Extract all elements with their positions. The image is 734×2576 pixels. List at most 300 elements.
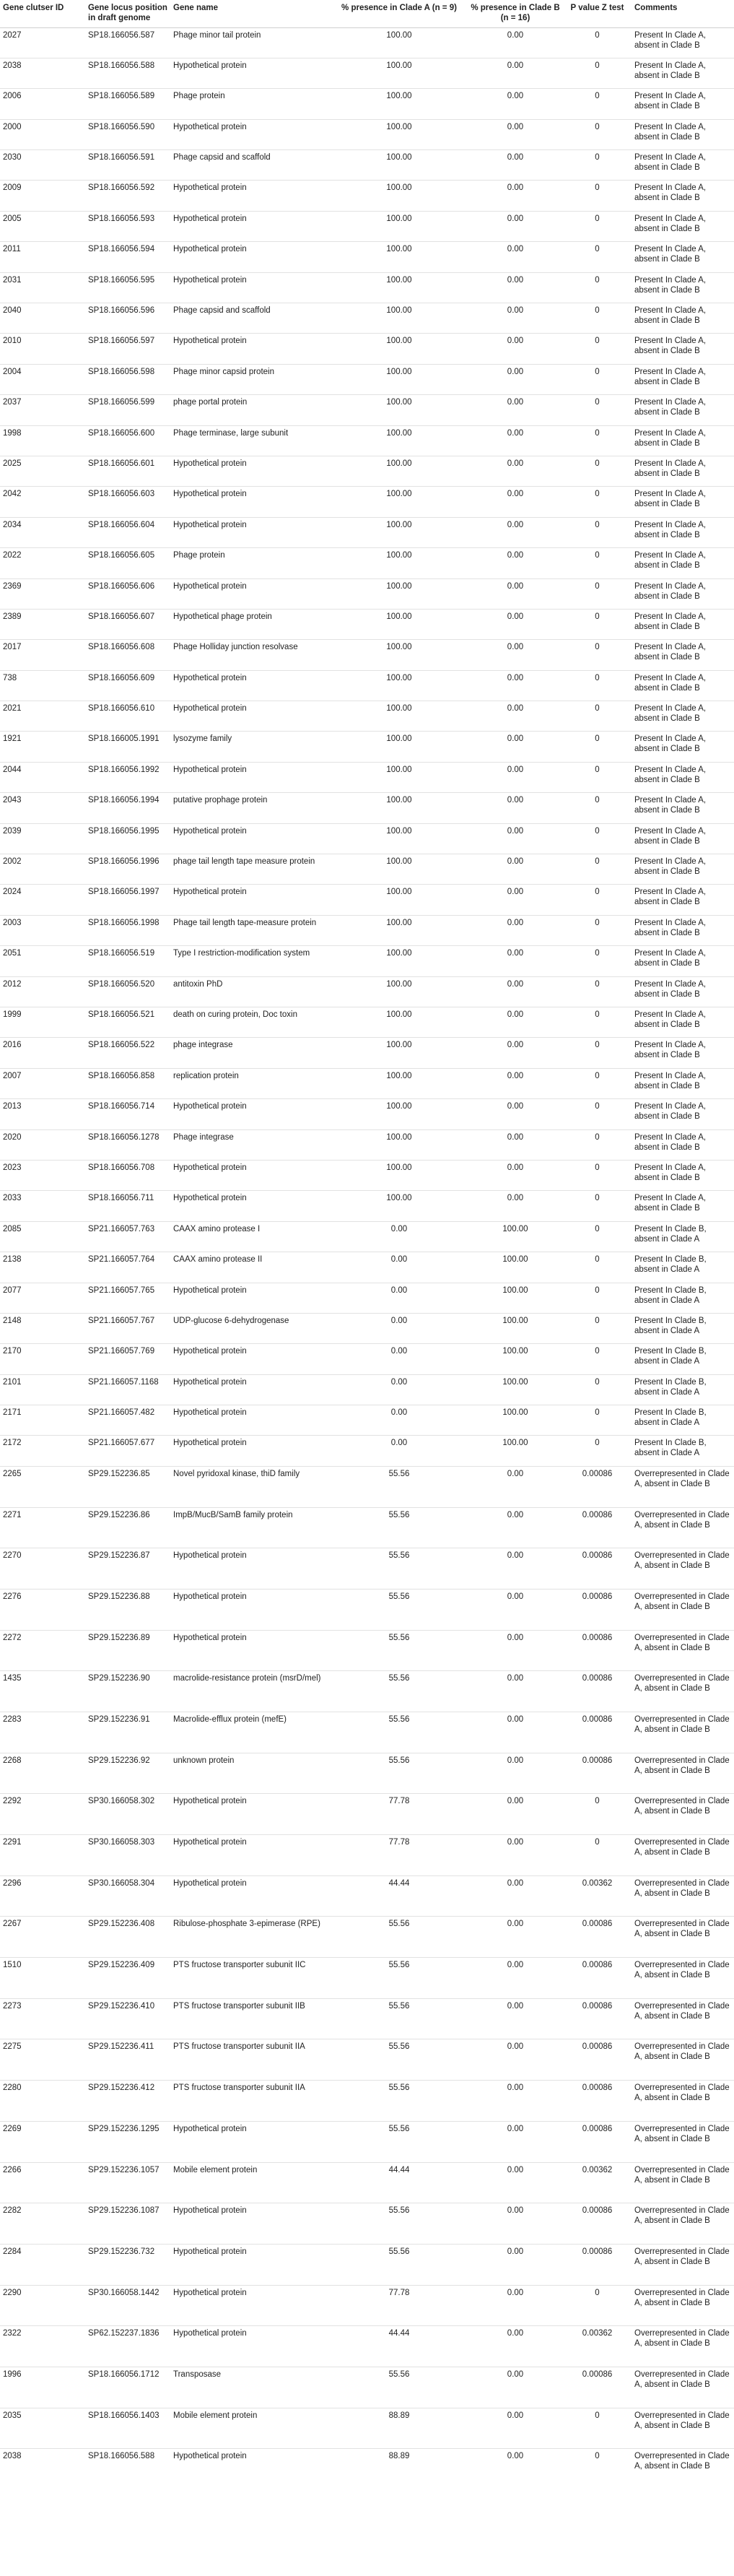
cell-presence-clade-a: 55.56 [331,2121,468,2162]
table-row [0,2367,734,2408]
cell-p-value: 0.00086 [563,1630,632,1671]
cell-comments: Present In Clade A, absent in Clade B [632,242,734,272]
cell-locus-position: SP18.166056.604 [85,517,170,547]
cell-comments: Present In Clade A, absent in Clade B [632,334,734,364]
cell-presence-clade-b: 0.00 [468,487,563,517]
cell-cluster-id: 2276 [0,1589,85,1630]
table-row [0,150,734,181]
cell-comments: Present In Clade A, absent in Clade B [632,915,734,945]
cell-presence-clade-a: 100.00 [331,181,468,211]
cell-cluster-id: 738 [0,670,85,701]
cell-presence-clade-a: 100.00 [331,119,468,149]
table-row [0,1252,734,1283]
cell-gene-name: Hypothetical protein [170,701,331,732]
cell-comments: Present In Clade A, absent in Clade B [632,670,734,701]
table-row [0,2449,734,2490]
cell-p-value: 0 [563,425,632,456]
cell-locus-position: SP18.166056.520 [85,976,170,1007]
cell-locus-position: SP18.166056.588 [85,58,170,88]
table-row [0,1917,734,1958]
cell-locus-position: SP18.166056.858 [85,1068,170,1098]
cell-gene-name: macrolide-resistance protein (msrD/mel) [170,1671,331,1712]
cell-comments: Present In Clade B, absent in Clade A [632,1221,734,1252]
cell-gene-name: Phage minor tail protein [170,27,331,58]
cell-locus-position: SP18.166056.609 [85,670,170,701]
cell-comments: Present In Clade A, absent in Clade B [632,1099,734,1129]
cell-comments: Present In Clade B, absent in Clade A [632,1252,734,1283]
table-row [0,272,734,303]
cell-presence-clade-a: 55.56 [331,1753,468,1794]
cell-presence-clade-a: 88.89 [331,2408,468,2449]
table-row [0,1313,734,1343]
cell-presence-clade-b: 0.00 [468,732,563,762]
cell-presence-clade-b: 0.00 [468,2367,563,2408]
cell-locus-position: SP18.166056.610 [85,701,170,732]
cell-p-value: 0.00086 [563,1507,632,1548]
cell-p-value: 0 [563,1221,632,1252]
cell-gene-name: PTS fructose transporter subunit IIA [170,2081,331,2122]
cell-presence-clade-b: 0.00 [468,2449,563,2490]
cell-presence-clade-a: 100.00 [331,762,468,792]
cell-presence-clade-a: 55.56 [331,2039,468,2081]
cell-locus-position: SP18.166056.1995 [85,823,170,854]
cell-comments: Overrepresented in Clade A, absent in Clade B [632,1712,734,1753]
cell-comments: Overrepresented in Clade A, absent in Clade B [632,2408,734,2449]
cell-p-value: 0.00086 [563,1958,632,1999]
cell-presence-clade-b: 0.00 [468,1129,563,1160]
cell-comments: Overrepresented in Clade A, absent in Clade B [632,1589,734,1630]
cell-gene-name: Hypothetical protein [170,2121,331,2162]
cell-p-value: 0 [563,854,632,885]
cell-locus-position: SP18.166056.1712 [85,2367,170,2408]
cell-comments: Present In Clade B, absent in Clade A [632,1344,734,1374]
cell-presence-clade-b: 0.00 [468,58,563,88]
cell-presence-clade-a: 100.00 [331,487,468,517]
cell-p-value: 0.00086 [563,1712,632,1753]
cell-gene-name: Hypothetical protein [170,670,331,701]
cell-presence-clade-a: 55.56 [331,1917,468,1958]
cell-gene-name: Hypothetical protein [170,1344,331,1374]
cell-comments: Present In Clade A, absent in Clade B [632,1007,734,1038]
cell-locus-position: SP18.166056.1997 [85,885,170,915]
cell-p-value: 0 [563,242,632,272]
cell-cluster-id: 2138 [0,1252,85,1283]
cell-comments: Present In Clade A, absent in Clade B [632,303,734,334]
cell-gene-name: PTS fructose transporter subunit IIB [170,1998,331,2039]
cell-p-value: 0 [563,1405,632,1436]
cell-gene-name: PTS fructose transporter subunit IIA [170,2039,331,2081]
cell-comments: Overrepresented in Clade A, absent in Clade B [632,1917,734,1958]
cell-gene-name: Transposase [170,2367,331,2408]
cell-gene-name: Mobile element protein [170,2162,331,2203]
cell-cluster-id: 2077 [0,1283,85,1313]
cell-presence-clade-b: 0.00 [468,1875,563,1917]
cell-cluster-id: 2038 [0,58,85,88]
cell-presence-clade-a: 100.00 [331,272,468,303]
cell-presence-clade-b: 0.00 [468,609,563,639]
cell-locus-position: SP30.166058.1442 [85,2285,170,2326]
cell-comments: Present In Clade A, absent in Clade B [632,1160,734,1190]
cell-presence-clade-b: 0.00 [468,2081,563,2122]
cell-cluster-id: 2296 [0,1875,85,1917]
cell-gene-name: UDP-glucose 6-dehydrogenase [170,1313,331,1343]
table-row [0,1466,734,1507]
cell-p-value: 0 [563,1129,632,1160]
cell-cluster-id: 2085 [0,1221,85,1252]
cell-gene-name: Hypothetical protein [170,1191,331,1221]
cell-p-value: 0 [563,119,632,149]
cell-gene-name: phage tail length tape measure protein [170,854,331,885]
cell-p-value: 0.00086 [563,2081,632,2122]
cell-comments: Present In Clade A, absent in Clade B [632,27,734,58]
cell-gene-name: Hypothetical protein [170,334,331,364]
cell-locus-position: SP21.166057.1168 [85,1374,170,1405]
table-row [0,487,734,517]
cell-p-value: 0 [563,1160,632,1190]
cell-locus-position: SP29.152236.408 [85,1917,170,1958]
table-row [0,89,734,119]
cell-comments: Present In Clade B, absent in Clade A [632,1283,734,1313]
cell-presence-clade-b: 0.00 [468,2244,563,2285]
cell-comments: Present In Clade A, absent in Clade B [632,211,734,241]
table-row [0,456,734,486]
cell-p-value: 0.00086 [563,1589,632,1630]
cell-comments: Overrepresented in Clade A, absent in Clade B [632,2285,734,2326]
cell-locus-position: SP30.166058.304 [85,1875,170,1917]
cell-cluster-id: 2023 [0,1160,85,1190]
cell-presence-clade-b: 0.00 [468,181,563,211]
table-row [0,885,734,915]
cell-comments: Present In Clade A, absent in Clade B [632,425,734,456]
cell-presence-clade-b: 0.00 [468,2162,563,2203]
cell-gene-name: Hypothetical protein [170,2326,331,2367]
cell-p-value: 0.00086 [563,1548,632,1590]
table-row [0,1038,734,1068]
cell-presence-clade-a: 100.00 [331,1129,468,1160]
cell-presence-clade-a: 0.00 [331,1252,468,1283]
cell-cluster-id: 1999 [0,1007,85,1038]
cell-locus-position: SP18.166056.608 [85,640,170,670]
cell-cluster-id: 2266 [0,2162,85,2203]
cell-p-value: 0 [563,732,632,762]
cell-locus-position: SP18.166056.594 [85,242,170,272]
cell-p-value: 0.00086 [563,1466,632,1507]
cell-cluster-id: 2011 [0,242,85,272]
cell-presence-clade-a: 55.56 [331,1589,468,1630]
cell-locus-position: SP29.152236.411 [85,2039,170,2081]
cell-comments: Overrepresented in Clade A, absent in Clade B [632,1794,734,1835]
cell-p-value: 0 [563,762,632,792]
cell-presence-clade-a: 0.00 [331,1344,468,1374]
cell-cluster-id: 2034 [0,517,85,547]
cell-gene-name: Hypothetical protein [170,119,331,149]
cell-presence-clade-a: 100.00 [331,793,468,823]
cell-locus-position: SP29.152236.409 [85,1958,170,1999]
cell-presence-clade-b: 0.00 [468,1548,563,1590]
table-row [0,670,734,701]
cell-comments: Present In Clade A, absent in Clade B [632,89,734,119]
cell-locus-position: SP18.166056.1998 [85,915,170,945]
cell-gene-name: Hypothetical protein [170,1160,331,1190]
cell-cluster-id: 2389 [0,609,85,639]
cell-cluster-id: 2012 [0,976,85,1007]
cell-presence-clade-a: 44.44 [331,2162,468,2203]
cell-p-value: 0.00362 [563,2326,632,2367]
cell-locus-position: SP18.166056.597 [85,334,170,364]
cell-p-value: 0 [563,1374,632,1405]
cell-presence-clade-b: 0.00 [468,793,563,823]
cell-comments: Present In Clade A, absent in Clade B [632,58,734,88]
table-row [0,1099,734,1129]
cell-locus-position: SP18.166056.711 [85,1191,170,1221]
table-header-row [0,0,734,27]
cell-comments: Overrepresented in Clade A, absent in Clade B [632,1753,734,1794]
cell-locus-position: SP29.152236.412 [85,2081,170,2122]
cell-p-value: 0 [563,1344,632,1374]
table-row [0,793,734,823]
cell-presence-clade-b: 0.00 [468,976,563,1007]
cell-comments: Overrepresented in Clade A, absent in Clade B [632,2244,734,2285]
table-row [0,640,734,670]
cell-comments: Overrepresented in Clade A, absent in Clade B [632,1835,734,1876]
cell-presence-clade-b: 0.00 [468,1671,563,1712]
cell-comments: Overrepresented in Clade A, absent in Clade B [632,2121,734,2162]
col-header-presence-clade-a: % presence in Clade A (n = 9) [331,0,468,27]
cell-presence-clade-b: 0.00 [468,2203,563,2245]
cell-presence-clade-a: 100.00 [331,303,468,334]
cell-cluster-id: 2009 [0,181,85,211]
table-row [0,303,734,334]
table-row [0,1835,734,1876]
cell-cluster-id: 2031 [0,272,85,303]
cell-locus-position: SP18.166056.521 [85,1007,170,1038]
cell-comments: Present In Clade A, absent in Clade B [632,885,734,915]
table-row [0,1712,734,1753]
cell-presence-clade-b: 0.00 [468,885,563,915]
table-row [0,1374,734,1405]
table-row [0,27,734,58]
cell-p-value: 0 [563,915,632,945]
cell-presence-clade-a: 100.00 [331,915,468,945]
cell-p-value: 0 [563,670,632,701]
cell-cluster-id: 2269 [0,2121,85,2162]
cell-presence-clade-b: 0.00 [468,670,563,701]
cell-comments: Present In Clade A, absent in Clade B [632,456,734,486]
cell-comments: Present In Clade B, absent in Clade A [632,1405,734,1436]
cell-comments: Present In Clade A, absent in Clade B [632,732,734,762]
cell-locus-position: SP18.166056.591 [85,150,170,181]
cell-cluster-id: 2039 [0,823,85,854]
table-row [0,1630,734,1671]
cell-presence-clade-b: 0.00 [468,364,563,394]
cell-locus-position: SP18.166056.522 [85,1038,170,1068]
cell-locus-position: SP21.166057.764 [85,1252,170,1283]
cell-gene-name: Hypothetical protein [170,2449,331,2490]
cell-gene-name: death on curing protein, Doc toxin [170,1007,331,1038]
cell-comments: Present In Clade A, absent in Clade B [632,1191,734,1221]
cell-presence-clade-a: 100.00 [331,89,468,119]
cell-cluster-id: 2020 [0,1129,85,1160]
table-row [0,395,734,425]
cell-presence-clade-a: 100.00 [331,732,468,762]
cell-gene-name: Ribulose-phosphate 3-epimerase (RPE) [170,1917,331,1958]
cell-locus-position: SP29.152236.1057 [85,2162,170,2203]
cell-cluster-id: 2030 [0,150,85,181]
cell-presence-clade-b: 0.00 [468,2121,563,2162]
cell-gene-name: Phage protein [170,89,331,119]
cell-locus-position: SP18.166056.599 [85,395,170,425]
cell-locus-position: SP30.166058.302 [85,1794,170,1835]
cell-p-value: 0.00086 [563,1917,632,1958]
cell-p-value: 0 [563,823,632,854]
table-row [0,364,734,394]
cell-presence-clade-a: 55.56 [331,1630,468,1671]
cell-p-value: 0 [563,456,632,486]
cell-cluster-id: 2037 [0,395,85,425]
cell-presence-clade-b: 100.00 [468,1344,563,1374]
cell-cluster-id: 2268 [0,1753,85,1794]
cell-cluster-id: 2148 [0,1313,85,1343]
cell-locus-position: SP21.166057.769 [85,1344,170,1374]
cell-presence-clade-a: 55.56 [331,1671,468,1712]
cell-gene-name: antitoxin PhD [170,976,331,1007]
cell-presence-clade-b: 100.00 [468,1405,563,1436]
cell-comments: Overrepresented in Clade A, absent in Clade B [632,2162,734,2203]
cell-p-value: 0.00086 [563,1753,632,1794]
cell-presence-clade-a: 100.00 [331,640,468,670]
cell-cluster-id: 2265 [0,1466,85,1507]
cell-presence-clade-a: 77.78 [331,2285,468,2326]
cell-locus-position: SP29.152236.86 [85,1507,170,1548]
col-header-p-value: P value Z test [563,0,632,27]
cell-gene-name: Hypothetical protein [170,1283,331,1313]
cell-comments: Overrepresented in Clade A, absent in Clade B [632,2449,734,2490]
cell-presence-clade-b: 0.00 [468,1191,563,1221]
table-row [0,1283,734,1313]
cell-presence-clade-b: 0.00 [468,701,563,732]
cell-presence-clade-b: 100.00 [468,1436,563,1466]
cell-locus-position: SP18.166056.601 [85,456,170,486]
cell-presence-clade-a: 55.56 [331,1998,468,2039]
cell-gene-name: phage portal protein [170,395,331,425]
cell-cluster-id: 2271 [0,1507,85,1548]
cell-presence-clade-a: 55.56 [331,1712,468,1753]
cell-presence-clade-a: 100.00 [331,334,468,364]
cell-gene-name: putative prophage protein [170,793,331,823]
cell-presence-clade-b: 0.00 [468,1099,563,1129]
cell-cluster-id: 2005 [0,211,85,241]
cell-comments: Present In Clade A, absent in Clade B [632,640,734,670]
cell-gene-name: lysozyme family [170,732,331,762]
cell-presence-clade-a: 100.00 [331,885,468,915]
cell-gene-name: Phage tail length tape-measure protein [170,915,331,945]
table-row [0,1436,734,1466]
cell-presence-clade-a: 100.00 [331,150,468,181]
table-row [0,58,734,88]
cell-gene-name: Hypothetical protein [170,1374,331,1405]
cell-cluster-id: 2025 [0,456,85,486]
table-row [0,334,734,364]
cell-gene-name: Hypothetical protein [170,2244,331,2285]
cell-cluster-id: 2035 [0,2408,85,2449]
cell-presence-clade-a: 100.00 [331,1160,468,1190]
cell-presence-clade-a: 100.00 [331,1007,468,1038]
cell-comments: Overrepresented in Clade A, absent in Clade B [632,1671,734,1712]
cell-presence-clade-a: 100.00 [331,1068,468,1098]
cell-p-value: 0 [563,1038,632,1068]
cell-locus-position: SP21.166057.482 [85,1405,170,1436]
table-row [0,1507,734,1548]
cell-p-value: 0 [563,334,632,364]
cell-locus-position: SP18.166056.708 [85,1160,170,1190]
cell-locus-position: SP18.166056.606 [85,578,170,609]
cell-presence-clade-b: 0.00 [468,272,563,303]
cell-gene-name: Phage terminase, large subunit [170,425,331,456]
cell-comments: Present In Clade B, absent in Clade A [632,1374,734,1405]
cell-gene-name: Hypothetical protein [170,2285,331,2326]
cell-presence-clade-a: 100.00 [331,456,468,486]
table-row [0,1129,734,1160]
table-row [0,2162,734,2203]
cell-gene-name: Hypothetical protein [170,272,331,303]
table-row [0,1068,734,1098]
table-row [0,1589,734,1630]
cell-presence-clade-b: 0.00 [468,1998,563,2039]
table-row [0,701,734,732]
cell-p-value: 0 [563,548,632,578]
cell-presence-clade-a: 55.56 [331,1548,468,1590]
cell-p-value: 0 [563,89,632,119]
cell-p-value: 0 [563,1835,632,1876]
table-row [0,1405,734,1436]
cell-presence-clade-a: 100.00 [331,27,468,58]
cell-gene-name: Type I restriction-modification system [170,946,331,976]
cell-presence-clade-a: 100.00 [331,548,468,578]
cell-presence-clade-b: 0.00 [468,1712,563,1753]
col-header-comments: Comments [632,0,734,27]
cell-locus-position: SP18.166056.587 [85,27,170,58]
cell-gene-name: Phage protein [170,548,331,578]
cell-presence-clade-b: 0.00 [468,1038,563,1068]
cell-presence-clade-a: 100.00 [331,854,468,885]
cell-comments: Present In Clade A, absent in Clade B [632,946,734,976]
cell-cluster-id: 2010 [0,334,85,364]
cell-p-value: 0.00086 [563,2203,632,2245]
cell-comments: Overrepresented in Clade A, absent in Clade B [632,1466,734,1507]
cell-gene-name: Phage capsid and scaffold [170,150,331,181]
cell-locus-position: SP21.166057.677 [85,1436,170,1466]
cell-gene-name: Hypothetical protein [170,517,331,547]
cell-presence-clade-a: 44.44 [331,2326,468,2367]
cell-presence-clade-b: 0.00 [468,1589,563,1630]
cell-presence-clade-a: 0.00 [331,1221,468,1252]
cell-gene-name: Phage capsid and scaffold [170,303,331,334]
cell-presence-clade-b: 0.00 [468,2326,563,2367]
cell-cluster-id: 2101 [0,1374,85,1405]
table-row [0,2121,734,2162]
col-header-cluster-id: Gene clutser ID [0,0,85,27]
cell-p-value: 0 [563,976,632,1007]
cell-cluster-id: 2004 [0,364,85,394]
cell-comments: Overrepresented in Clade A, absent in Clade B [632,1548,734,1590]
cell-p-value: 0 [563,640,632,670]
cell-locus-position: SP30.166058.303 [85,1835,170,1876]
cell-p-value: 0.00086 [563,2244,632,2285]
cell-cluster-id: 2291 [0,1835,85,1876]
cell-presence-clade-b: 100.00 [468,1283,563,1313]
cell-gene-name: phage integrase [170,1038,331,1068]
cell-p-value: 0 [563,1099,632,1129]
